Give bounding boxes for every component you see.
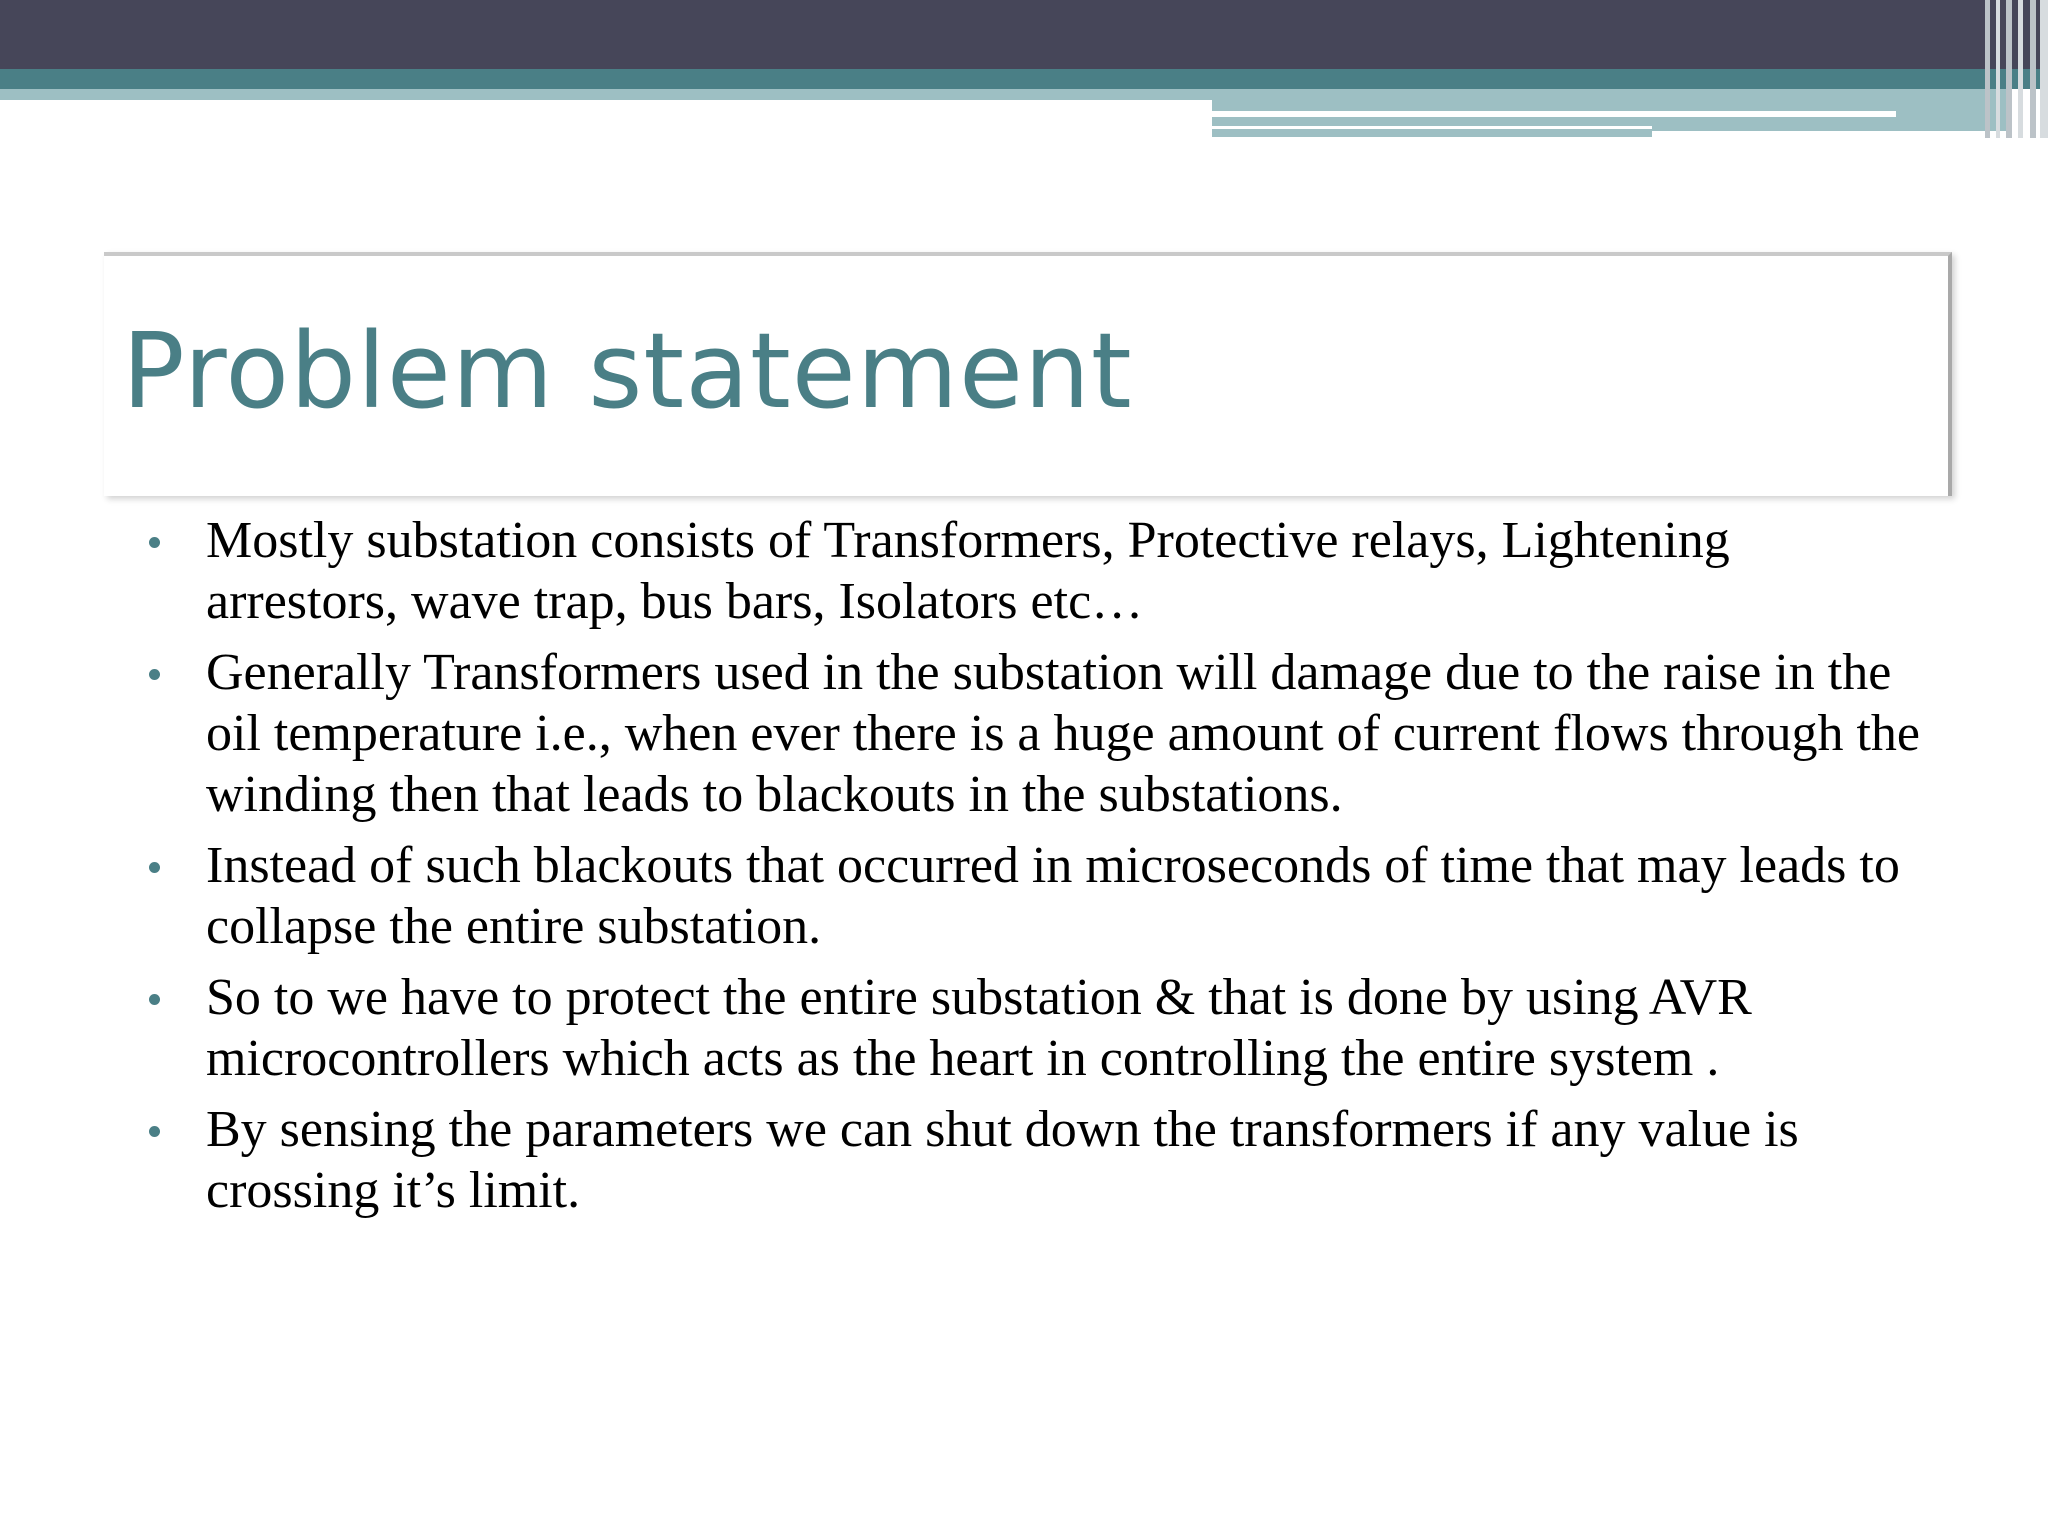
banner-stripe	[1996, 0, 2000, 138]
bullet-dot-icon	[149, 1126, 160, 1137]
banner-stripe	[2030, 0, 2036, 138]
bullet-dot-icon	[149, 862, 160, 873]
bullet-list	[140, 510, 1920, 1231]
bullet-item	[140, 1099, 1920, 1221]
bullet-item	[140, 835, 1920, 957]
bullet-dot-icon	[149, 994, 160, 1005]
bullet-dot-icon	[149, 537, 160, 548]
bullet-item	[140, 642, 1920, 825]
slide-title: Problem statement	[122, 310, 1133, 432]
banner-white-line	[1212, 126, 1652, 129]
banner-dark-band	[0, 0, 2048, 69]
bullet-text: By sensing the parameters we can shut down the transformers if any value is crossing it’s limit.	[206, 1101, 1799, 1219]
bullet-text: So to we have to protect the entire substation & that is done by using AVR microcontrollers which acts as the heart in controlling the entire system .	[206, 969, 1752, 1087]
banner-white-line	[1212, 111, 1896, 117]
bullet-text: Mostly substation consists of Transformers, Protective relays, Lightening arrestors, wave trap, bus bars, Isolators etc…	[206, 512, 1730, 630]
bullet-text: Instead of such blackouts that occurred in microseconds of time that may leads to collapse the entire substation.	[206, 837, 1900, 955]
bullet-item	[140, 967, 1920, 1089]
bullet-text: Generally Transformers used in the substation will damage due to the raise in the oil temperature i.e., when ever there is a huge amount of current flows through the winding then that leads to blackouts in the substations.	[206, 644, 1920, 823]
banner-light-band-left	[0, 89, 1212, 100]
banner-stripe	[2040, 0, 2048, 138]
banner-teal-band	[0, 69, 2048, 89]
banner-white-gap	[0, 100, 1212, 140]
banner-white-line	[1652, 131, 2012, 137]
banner-stripe	[1985, 0, 1990, 138]
banner-stripe	[2006, 0, 2012, 138]
bullet-dot-icon	[149, 669, 160, 680]
banner-stripe	[2018, 0, 2023, 138]
bullet-item	[140, 510, 1920, 632]
